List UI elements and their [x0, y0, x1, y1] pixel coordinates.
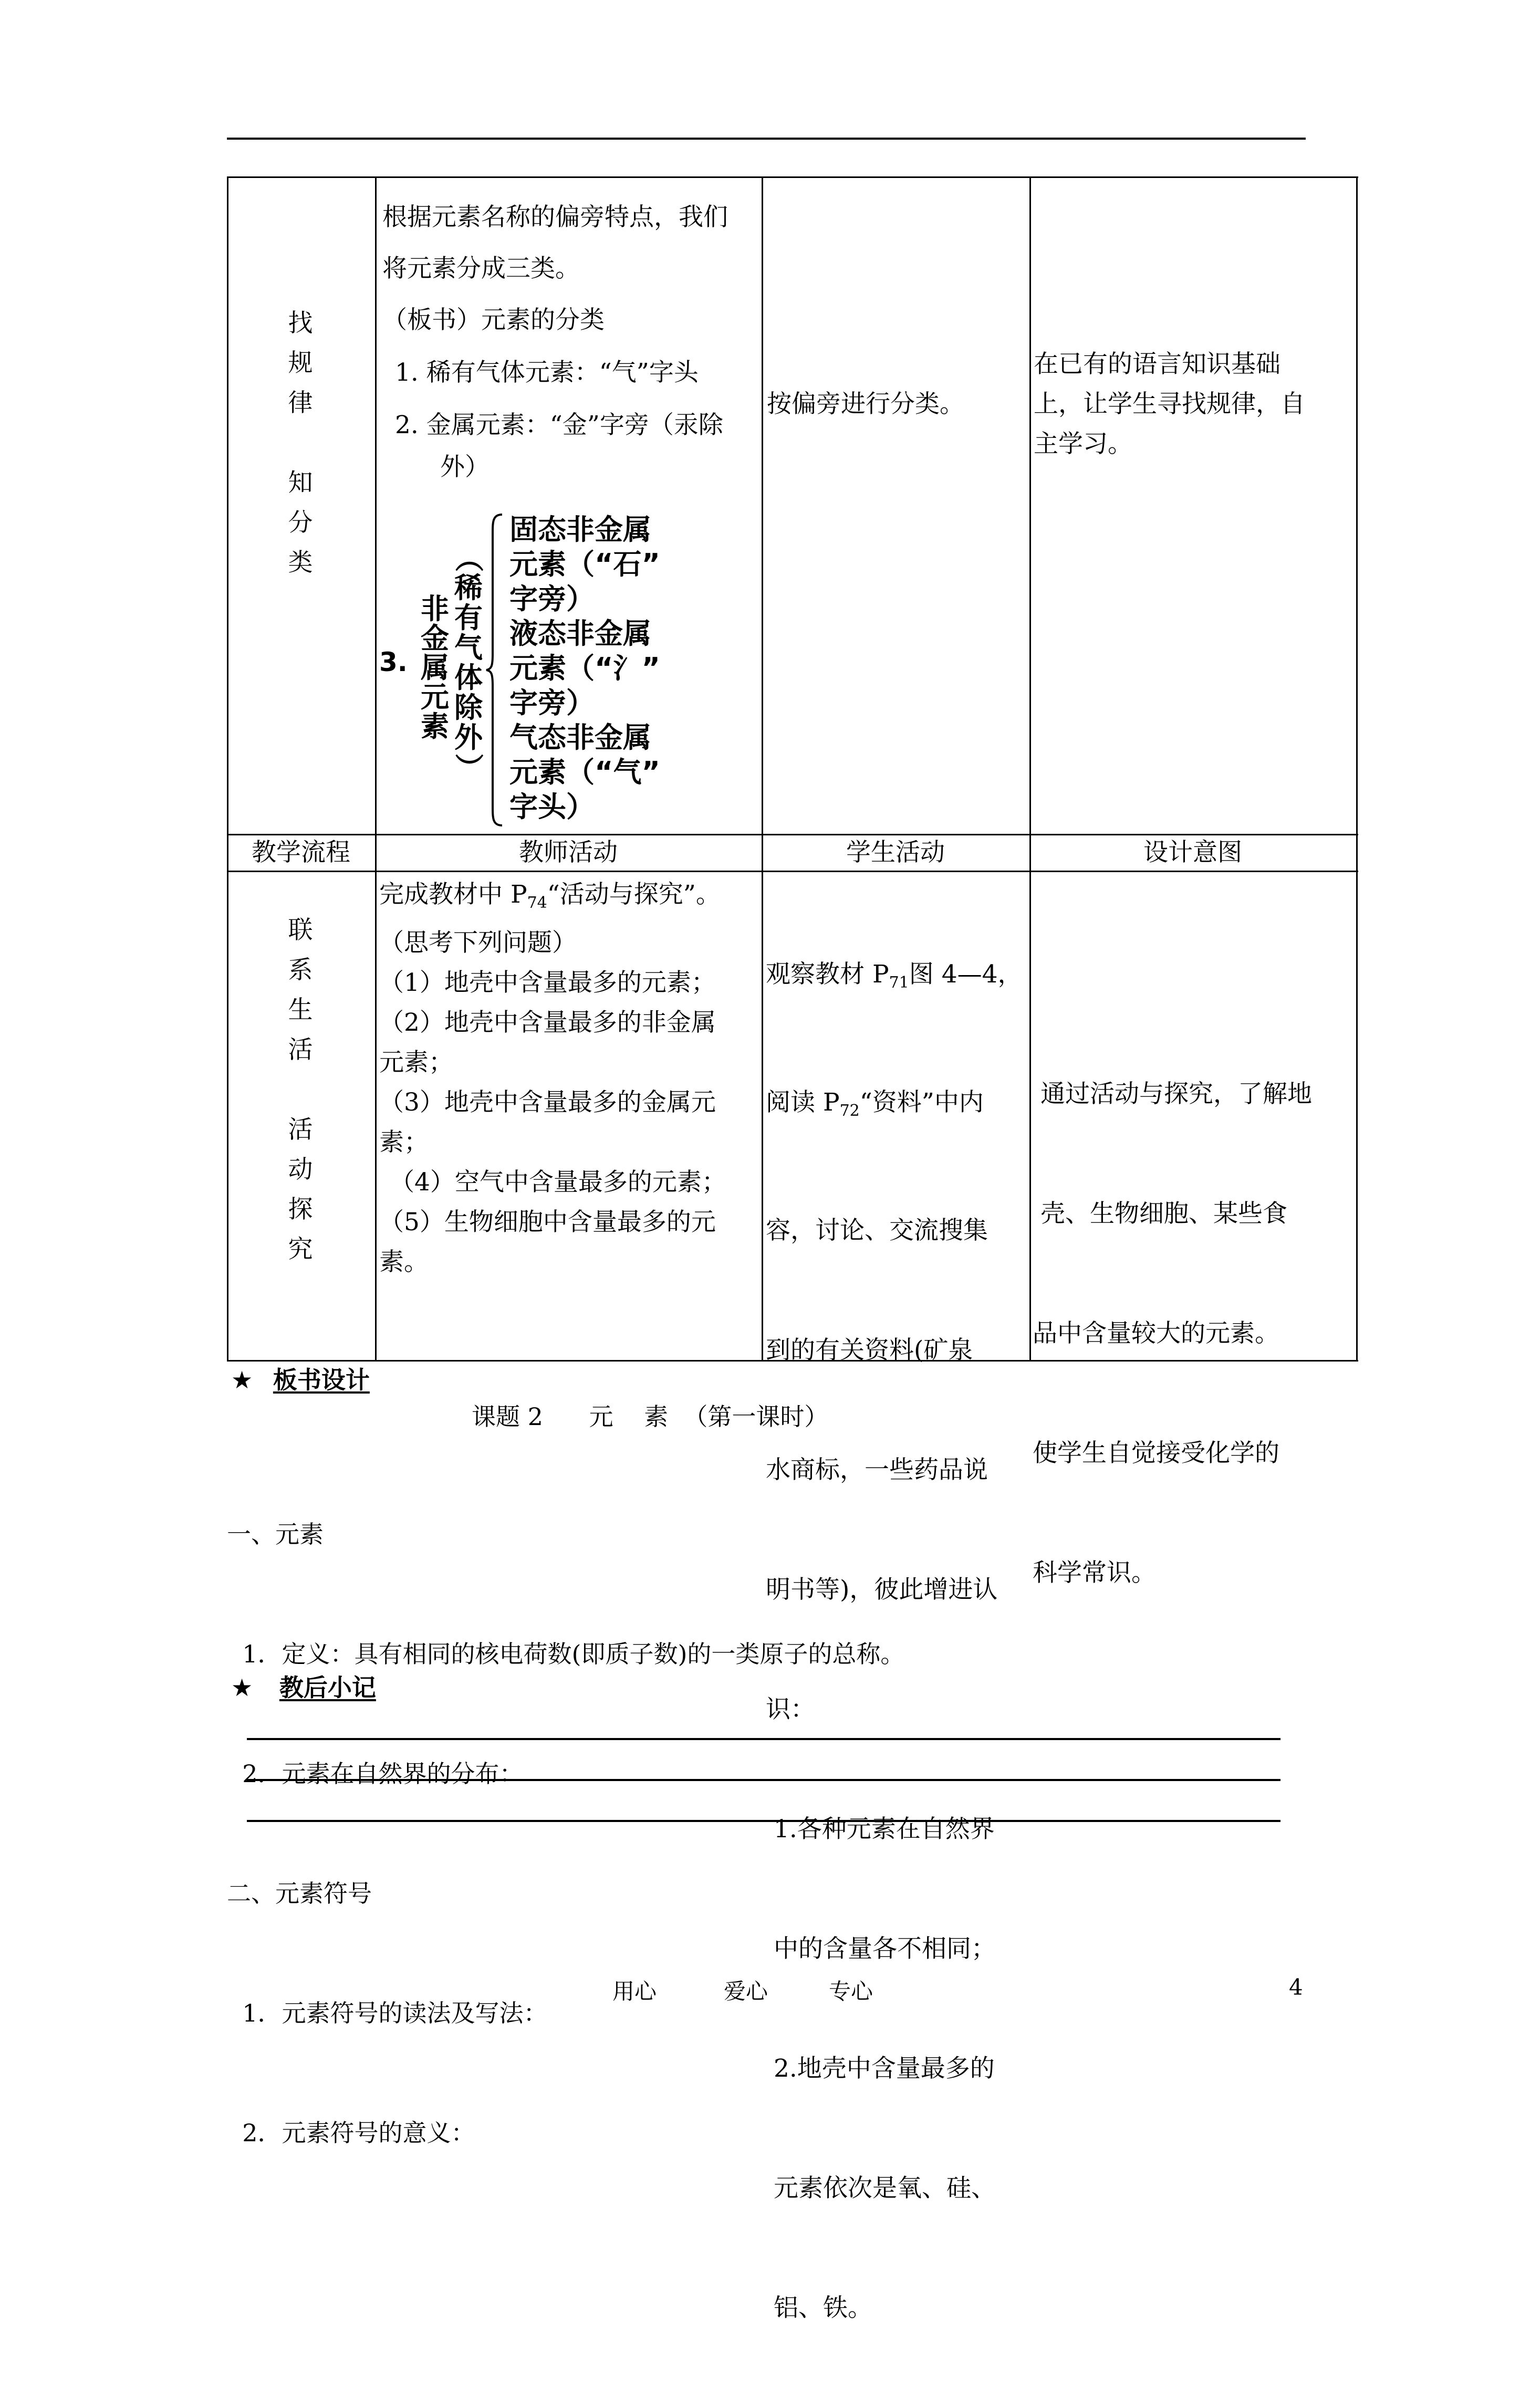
label-char: 素: [421, 710, 449, 743]
page-number: 4: [1289, 1974, 1303, 2000]
outline-line: 2．元素在自然界的分布：: [227, 1760, 524, 1788]
text-run: “活动与探究”。: [547, 880, 721, 909]
header-student: 学生活动: [846, 838, 945, 867]
board-title: 课题 2 元 素 （第一课时）: [472, 1402, 829, 1431]
note-char: 外: [454, 721, 483, 754]
table-border-right: [1356, 176, 1358, 1361]
text-line: 壳、生物细胞、某些食: [1033, 1199, 1287, 1228]
footer-motto-2: 爱心: [724, 1978, 768, 2004]
row1-flow: [279, 303, 321, 583]
note-char: 气: [454, 631, 483, 664]
table-border-left: [227, 176, 228, 1361]
text-line: （思考下列问题）: [379, 928, 577, 957]
nonmetal-label: [419, 594, 451, 741]
flow-char: 探: [288, 1195, 313, 1224]
subscript: 74: [527, 894, 547, 912]
text-line: 明书等)，彼此增进认: [766, 1575, 998, 1604]
row1-student: 按偏旁进行分类。: [767, 390, 964, 418]
board-outline: [227, 1435, 904, 2193]
item-line: 字头）: [509, 790, 595, 823]
flow-char: 系: [288, 956, 313, 985]
flow-char: 规: [288, 349, 313, 378]
flow-char: 联: [288, 916, 313, 945]
flow-char: 活: [288, 1115, 313, 1144]
outline-line: 2．元素符号的意义：: [227, 2119, 475, 2147]
note-line: [247, 1779, 1280, 1781]
text-run: “资料”中内: [859, 1088, 984, 1117]
text-line: 将元素分成三类。: [382, 254, 580, 283]
text-line: [379, 875, 758, 923]
flow-char: [279, 1070, 321, 1110]
nonmetal-note: [453, 543, 484, 782]
text-line: 上，让学生寻找规律，自: [1034, 390, 1305, 418]
flow-char: 究: [288, 1235, 313, 1264]
text-line: 科学常识。: [1033, 1558, 1156, 1587]
outline-line: 1．元素符号的读法及写法：: [227, 1999, 548, 2027]
table-col-divider: [1029, 176, 1031, 1361]
item-line: 元素（“石”: [509, 548, 660, 581]
text-line: 1.各种元素在自然界: [766, 1815, 995, 1844]
text-line: 素。: [379, 1248, 429, 1276]
footer-motto-3: 专心: [829, 1978, 873, 2004]
note-char: ）: [452, 753, 485, 782]
text-line: （1）地壳中含量最多的元素；: [379, 968, 716, 997]
text-line: 素；: [379, 1128, 429, 1157]
row2-flow: [279, 910, 321, 1270]
flow-char: 律: [288, 389, 313, 417]
text-line: 2.地壳中含量最多的: [766, 2054, 995, 2083]
row1-intent: [1034, 344, 1354, 464]
nonmetal-number: 3.: [379, 647, 408, 677]
note-char: 有: [454, 601, 483, 634]
header-flow: 教学流程: [252, 838, 350, 867]
item-line: 元素（“气”: [509, 756, 660, 789]
flow-char: 生: [288, 996, 313, 1024]
star-icon: ★: [231, 1366, 253, 1394]
text-run: 完成教材中 P: [379, 880, 527, 909]
note-char: 稀: [454, 571, 483, 604]
text-line: 2. 金属元素：“金”字旁（汞除: [395, 411, 723, 439]
text-line: 通过活动与探究，了解地: [1033, 1080, 1312, 1108]
section-title: 板书设计: [273, 1366, 370, 1394]
text-line: 中的含量各不相同；: [766, 1934, 996, 1963]
text-line: （3）地壳中含量最多的金属元: [379, 1088, 716, 1117]
item-line: 字旁）: [509, 582, 595, 615]
note-char: （: [452, 543, 485, 572]
footer-motto-1: 用心: [612, 1978, 657, 2004]
outline-line: 一、元素: [227, 1520, 324, 1548]
text-line: 主学习。: [1034, 430, 1132, 458]
text-line: 元素依次是氧、硅、: [766, 2174, 996, 2203]
item-line: 元素（“氵”: [509, 652, 660, 685]
text-line: 到的有关资料(矿泉: [766, 1336, 973, 1365]
flow-char: 类: [288, 548, 313, 577]
label-char: 金: [421, 622, 449, 655]
flow-char: [279, 423, 321, 463]
section-title: 教后小记: [279, 1673, 376, 1702]
nonmetal-items: [509, 512, 751, 824]
text-line: （5）生物细胞中含量最多的元: [379, 1208, 716, 1237]
text-line: 容，讨论、交流搜集: [766, 1216, 988, 1245]
table-col-divider: [375, 176, 377, 1361]
flow-char: 知: [288, 468, 313, 497]
subscript: 71: [889, 973, 909, 992]
text-line: 铝、铁。: [766, 2294, 872, 2322]
header-rule: [227, 138, 1306, 140]
flow-char: 活: [288, 1035, 313, 1064]
item-line: 固态非金属: [509, 513, 651, 546]
text-run: 观察教材 P: [766, 960, 889, 989]
label-char: 元: [421, 680, 449, 714]
star-icon: ★: [231, 1673, 253, 1702]
text-line: （板书）元素的分类: [382, 306, 605, 334]
subscript: 72: [839, 1102, 860, 1120]
curly-brace-icon: [484, 512, 505, 828]
note-line: [247, 1820, 1280, 1822]
header-teacher: 教师活动: [519, 838, 618, 867]
item-line: 液态非金属: [509, 617, 651, 650]
afternote-heading: [231, 1672, 376, 1703]
flow-char: 动: [288, 1155, 313, 1184]
text-line: 1. 稀有气体元素：“气”字头: [395, 358, 699, 387]
row2-intent: [1033, 994, 1354, 1673]
table-divider: [227, 871, 1358, 872]
text-run: 阅读 P: [766, 1088, 840, 1117]
table-col-divider: [762, 176, 763, 1361]
outline-line: 二、元素符号: [227, 1879, 372, 1908]
flow-char: 找: [288, 309, 313, 338]
item-line: 气态非金属: [509, 721, 651, 754]
board-design-heading: [231, 1364, 370, 1396]
label-char: 非: [421, 592, 449, 625]
text-line: [766, 1083, 1027, 1131]
row2-teacher: [379, 875, 758, 1282]
text-line: （4）空气中含量最多的元素；: [390, 1168, 726, 1197]
text-line: 识：: [766, 1695, 815, 1724]
note-char: 除: [454, 691, 483, 724]
row1-teacher: [382, 197, 758, 487]
note-line: [247, 1738, 1280, 1740]
text-line: 品中含量较大的元素。: [1033, 1319, 1279, 1348]
label-char: 属: [421, 651, 449, 684]
text-line: [766, 955, 1027, 1003]
table-border-top: [227, 176, 1358, 178]
text-line: 根据元素名称的偏旁特点，我们: [382, 203, 728, 232]
flow-char: 分: [288, 508, 313, 537]
note-char: 体: [454, 661, 483, 694]
header-intent: 设计意图: [1143, 838, 1242, 867]
text-line: 外）: [440, 453, 490, 481]
outline-line: 1．定义：具有相同的核电荷数(即质子数)的一类原子的总称。: [227, 1640, 905, 1668]
text-run: 图 4—4，: [909, 960, 1023, 989]
text-line: 水商标，一些药品说: [766, 1456, 988, 1484]
text-line: 使学生自觉接受化学的: [1033, 1439, 1279, 1468]
text-line: 元素；: [379, 1048, 453, 1077]
item-line: 字旁）: [509, 686, 595, 719]
text-line: （2）地壳中含量最多的非金属: [379, 1008, 716, 1037]
text-line: 在已有的语言知识基础: [1034, 350, 1280, 379]
